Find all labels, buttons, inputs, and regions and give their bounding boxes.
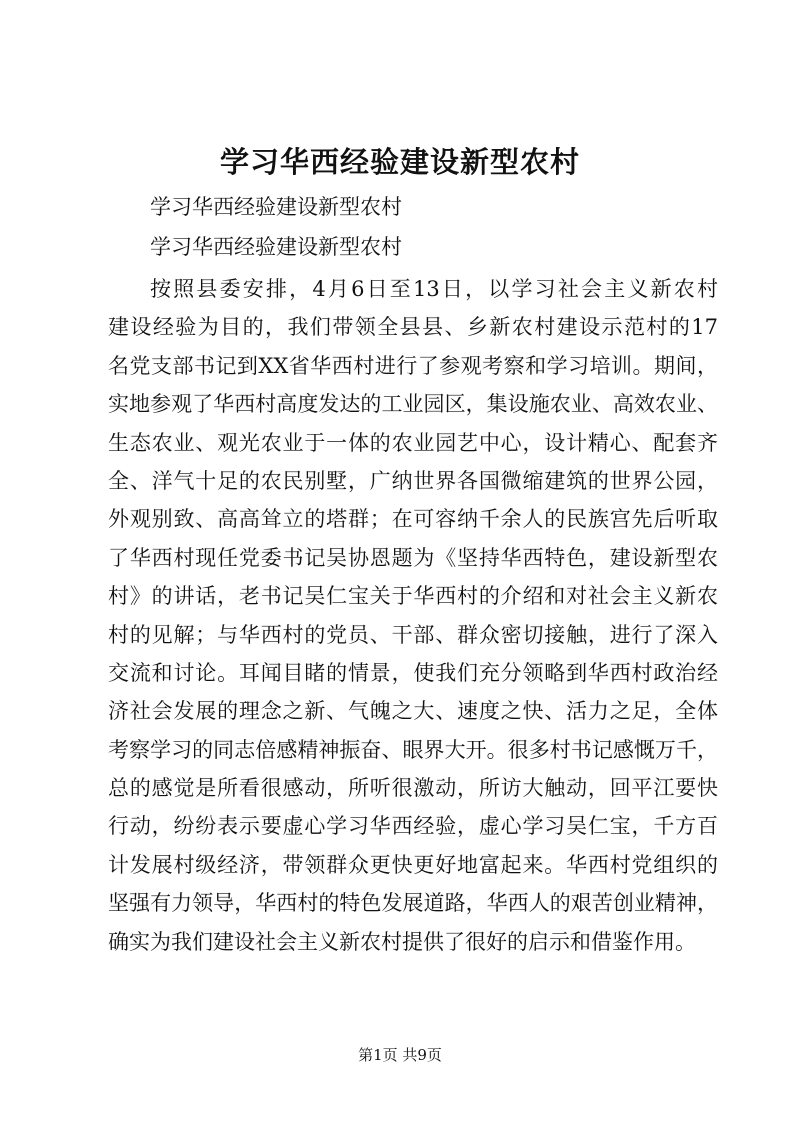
body-line: 实地参观了华西村高度发达的工业园区，集设施农业、高效农业、 <box>108 392 718 417</box>
body-line: 济社会发展的理念之新、气魄之大、速度之快、活力之足，全体 <box>108 699 718 724</box>
body-line: 按照县委安排，4月6日至13日，以学习社会主义新农村 <box>150 277 718 301</box>
page-number: 第1页 共9页 <box>358 1046 442 1064</box>
body-line: 坚强有力领导，华西村的特色发展道路，华西人的艰苦创业精神， <box>108 891 718 916</box>
body-paragraph <box>108 270 718 961</box>
subtitle-line: 学习华西经验建设新型农村 <box>150 195 402 219</box>
body-line: 交流和讨论。耳闻目睹的情景，使我们充分领略到华西村政治经 <box>108 660 718 685</box>
subtitle-line: 学习华西经验建设新型农村 <box>150 235 402 259</box>
body-line: 总的感觉是所看很感动，所听很激动，所访大触动，回平江要快 <box>108 776 718 801</box>
body-line: 考察学习的同志倍感精神振奋、眼界大开。很多村书记感慨万千， <box>108 737 718 762</box>
body-line: 全、洋气十足的农民别墅，广纳世界各国微缩建筑的世界公园， <box>108 468 718 493</box>
page-title: 学习华西经验建设新型农村 <box>219 145 580 179</box>
body-line: 外观别致、高高耸立的塔群；在可容纳千余人的民族宫先后听取 <box>108 507 718 532</box>
body-line: 村的见解；与华西村的党员、干部、群众密切接触，进行了深入 <box>108 622 718 647</box>
body-line: 确实为我们建设社会主义新农村提供了很好的启示和借鉴作用。 <box>108 929 696 954</box>
body-line: 计发展村级经济，带领群众更快更好地富起来。华西村党组织的 <box>108 852 718 877</box>
body-line: 了华西村现任党委书记吴协恩题为《坚持华西特色，建设新型农 <box>108 545 718 570</box>
body-line: 名党支部书记到XX省华西村进行了参观考察和学习培训。期间， <box>108 353 718 378</box>
body-line: 建设经验为目的，我们带领全县县、乡新农村建设示范村的17 <box>108 315 718 340</box>
body-line: 村》的讲话，老书记吴仁宝关于华西村的介绍和对社会主义新农 <box>108 584 718 609</box>
body-line: 行动，纷纷表示要虚心学习华西经验，虚心学习吴仁宝，千方百 <box>108 814 718 839</box>
body-line: 生态农业、观光农业于一体的农业园艺中心，设计精心、配套齐 <box>108 430 718 455</box>
